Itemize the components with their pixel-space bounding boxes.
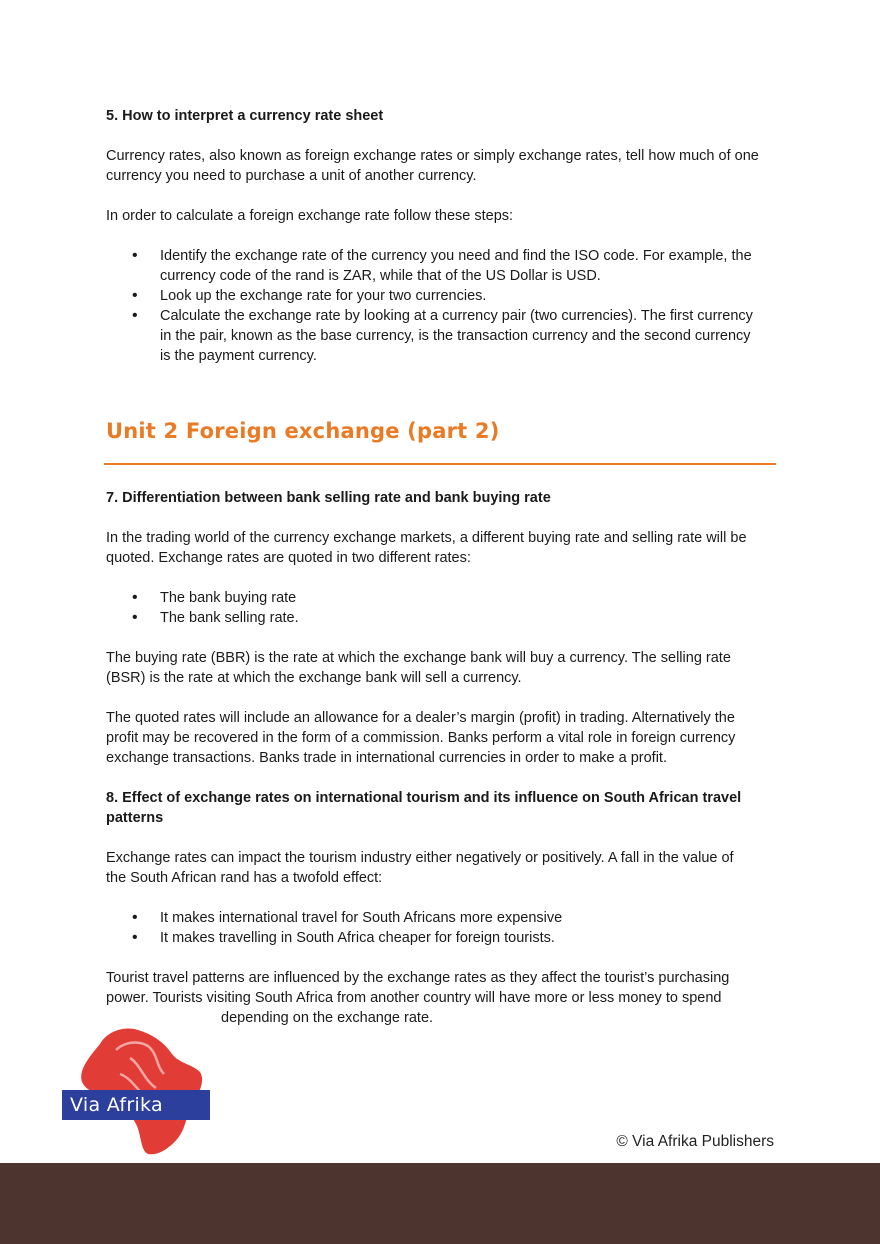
list-item: • The bank buying rate <box>106 588 776 608</box>
section-5 <box>106 106 776 366</box>
effects-list <box>106 908 776 948</box>
section-5-steps-list <box>106 246 776 366</box>
footer-bar <box>0 1163 880 1244</box>
section-7-paragraph-1: In the trading world of the currency exchange markets, a different buying rate and selling rate will be quoted. Exchange rates are quoted in two different rates: <box>106 530 747 566</box>
section-8-paragraph-1: Exchange rates can impact the tourism industry either negatively or positively. A fall in the value of the South African rand has a twofold effect: <box>106 850 734 886</box>
section-7-heading: 7. Differentiation between bank selling rate and bank buying rate <box>106 490 551 506</box>
section-5-paragraph-1: Currency rates, also known as foreign exchange rates or simply exchange rates, tell how much of one currency you need to purchase a unit of another currency. <box>106 148 759 184</box>
section-7-8 <box>106 488 776 1028</box>
list-item: • Calculate the exchange rate by looking at a currency pair (two currencies). The first currency in the pair, known as the base currency, is the transaction currency and the second currency is the payment currency. <box>106 306 776 366</box>
section-8-paragraph-2: Tourist travel patterns are influenced by the exchange rates as they affect the tourist’s purchasing power. Tourists visiting South Africa from another country will have more or less money to spend depending on the exchange rate. <box>106 970 730 1026</box>
unit-title: Unit 2 Foreign exchange (part 2) <box>106 419 500 443</box>
section-8-heading: 8. Effect of exchange rates on international tourism and its influence on South African travel patterns <box>106 790 742 826</box>
section-5-heading: 5. How to interpret a currency rate sheet <box>106 108 384 124</box>
copyright-notice: © Via Afrika Publishers <box>616 1133 774 1150</box>
rates-list <box>106 588 776 628</box>
list-item: • Look up the exchange rate for your two currencies. <box>106 286 776 306</box>
via-afrika-logo <box>60 1024 212 1158</box>
list-item: • Identify the exchange rate of the currency you need and find the ISO code. For example, the currency code of the rand is ZAR, while that of the US Dollar is USD. <box>106 246 776 286</box>
section-5-paragraph-2: In order to calculate a foreign exchange rate follow these steps: <box>106 208 514 224</box>
section-7-paragraph-2: The buying rate (BBR) is the rate at which the exchange bank will buy a currency. The selling rate (BSR) is the rate at which the exchange bank will sell a currency. <box>106 650 731 686</box>
unit-divider <box>104 463 776 465</box>
list-item: • The bank selling rate. <box>106 608 776 628</box>
list-item: • It makes international travel for South Africans more expensive <box>106 908 776 928</box>
logo-text: Via Afrika <box>70 1094 163 1116</box>
section-7-paragraph-3: The quoted rates will include an allowance for a dealer’s margin (profit) in trading. Alternatively the profit may be recovered in the form of a commission. Banks perform a vital role in foreign currency exchange transactions. Banks trade in international currencies in order to make a profit. <box>106 710 736 766</box>
list-item: • It makes travelling in South Africa cheaper for foreign tourists. <box>106 928 776 948</box>
